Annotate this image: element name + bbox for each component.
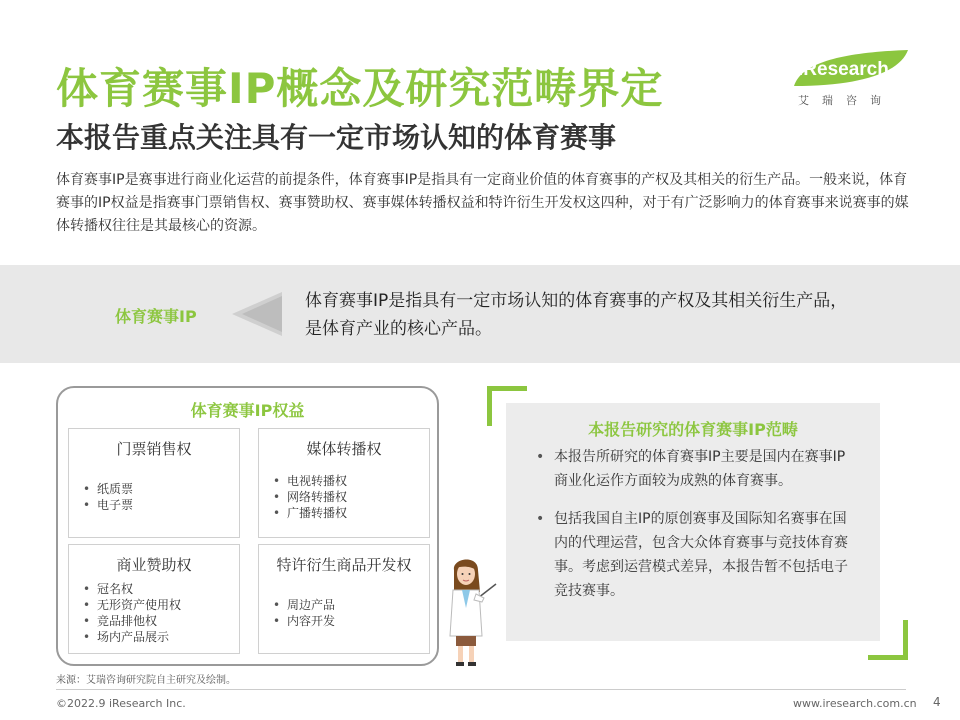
list-item: • 竞品排他权 [83, 613, 181, 629]
card-licensing-rights [258, 544, 430, 654]
list-item: • 纸质票 [83, 481, 133, 497]
card-title: 门票销售权 [116, 440, 192, 458]
list-item: • 电视转播权 [273, 473, 347, 489]
list-item: • 无形资产使用权 [83, 597, 181, 613]
page-subtitle: 本报告重点关注具有一定市场认知的体育赛事 [56, 121, 617, 154]
list-item: • 周边产品 [273, 597, 335, 613]
card-title: 商业赞助权 [116, 556, 192, 574]
website-link[interactable]: www.iresearch.com.cn [793, 697, 917, 710]
list-item: • 电子票 [83, 497, 133, 513]
card-item-list [273, 597, 335, 629]
scope-point: • 本报告所研究的体育赛事IP主要是国内在赛事IP商业化运作方面较为成熟的体育赛事。 [536, 445, 856, 493]
list-item: • 场内产品展示 [83, 629, 181, 645]
presenter-illustration-icon [448, 556, 498, 668]
ip-rights-panel [56, 386, 439, 666]
card-title: 特许衍生商品开发权 [276, 556, 412, 574]
list-item: • 冠名权 [83, 581, 181, 597]
definition-label: 体育赛事IP [115, 307, 197, 326]
page-title: 体育赛事IP概念及研究范畴界定 [56, 64, 664, 113]
ip-rights-title: 体育赛事IP权益 [190, 401, 305, 420]
scope-list [536, 445, 856, 603]
card-sponsorship-rights [68, 544, 240, 654]
list-item: • 广播转播权 [273, 505, 347, 521]
logo-wordmark: iResearch [798, 59, 889, 80]
copyright-text: ©2022.9 iResearch Inc. [56, 697, 186, 710]
card-item-list [83, 481, 133, 513]
footer-divider [56, 689, 906, 690]
scope-title: 本报告研究的体育赛事IP范畴 [588, 420, 798, 439]
research-scope-panel [506, 403, 880, 641]
card-title: 媒体转播权 [306, 440, 382, 458]
page-number: 4 [933, 695, 941, 709]
left-arrow-icon [232, 292, 284, 336]
logo-chinese: 艾瑞咨询 [798, 94, 894, 107]
definition-line-1: 体育赛事IP是指具有一定市场认知的体育赛事的产权及其相关衍生产品， [305, 291, 848, 311]
card-item-list [273, 473, 347, 521]
card-ticketing-rights [68, 428, 240, 538]
definition-text [305, 287, 925, 343]
intro-paragraph: 体育赛事IP是赛事进行商业化运营的前提条件，体育赛事IP是指具有一定商业价值的体育赛事的产权及其相关的衍生产品。一般来说，体育赛事的IP权益是指赛事门票销售权、赛事赞助权、赛事媒体转播权益和特许衍生开发权这四种，对于有广泛影响力的体育赛事来说赛事的媒体转播权往往是其最核心的资源。 [56, 172, 909, 234]
definition-band [0, 265, 960, 363]
iresearch-logo [792, 50, 912, 110]
definition-line-2: 是体育产业的核心产品。 [305, 319, 492, 339]
card-item-list [83, 581, 181, 645]
scope-point: • 包括我国自主IP的原创赛事及国际知名赛事在国内的代理运营，包含大众体育赛事与竞技体育赛事。考虑到运营模式差异，本报告暂不包括电子竞技赛事。 [536, 507, 856, 603]
source-note: 来源：艾瑞咨询研究院自主研究及绘制。 [56, 675, 236, 686]
list-item: • 网络转播权 [273, 489, 347, 505]
card-media-rights [258, 428, 430, 538]
list-item: • 内容开发 [273, 613, 335, 629]
